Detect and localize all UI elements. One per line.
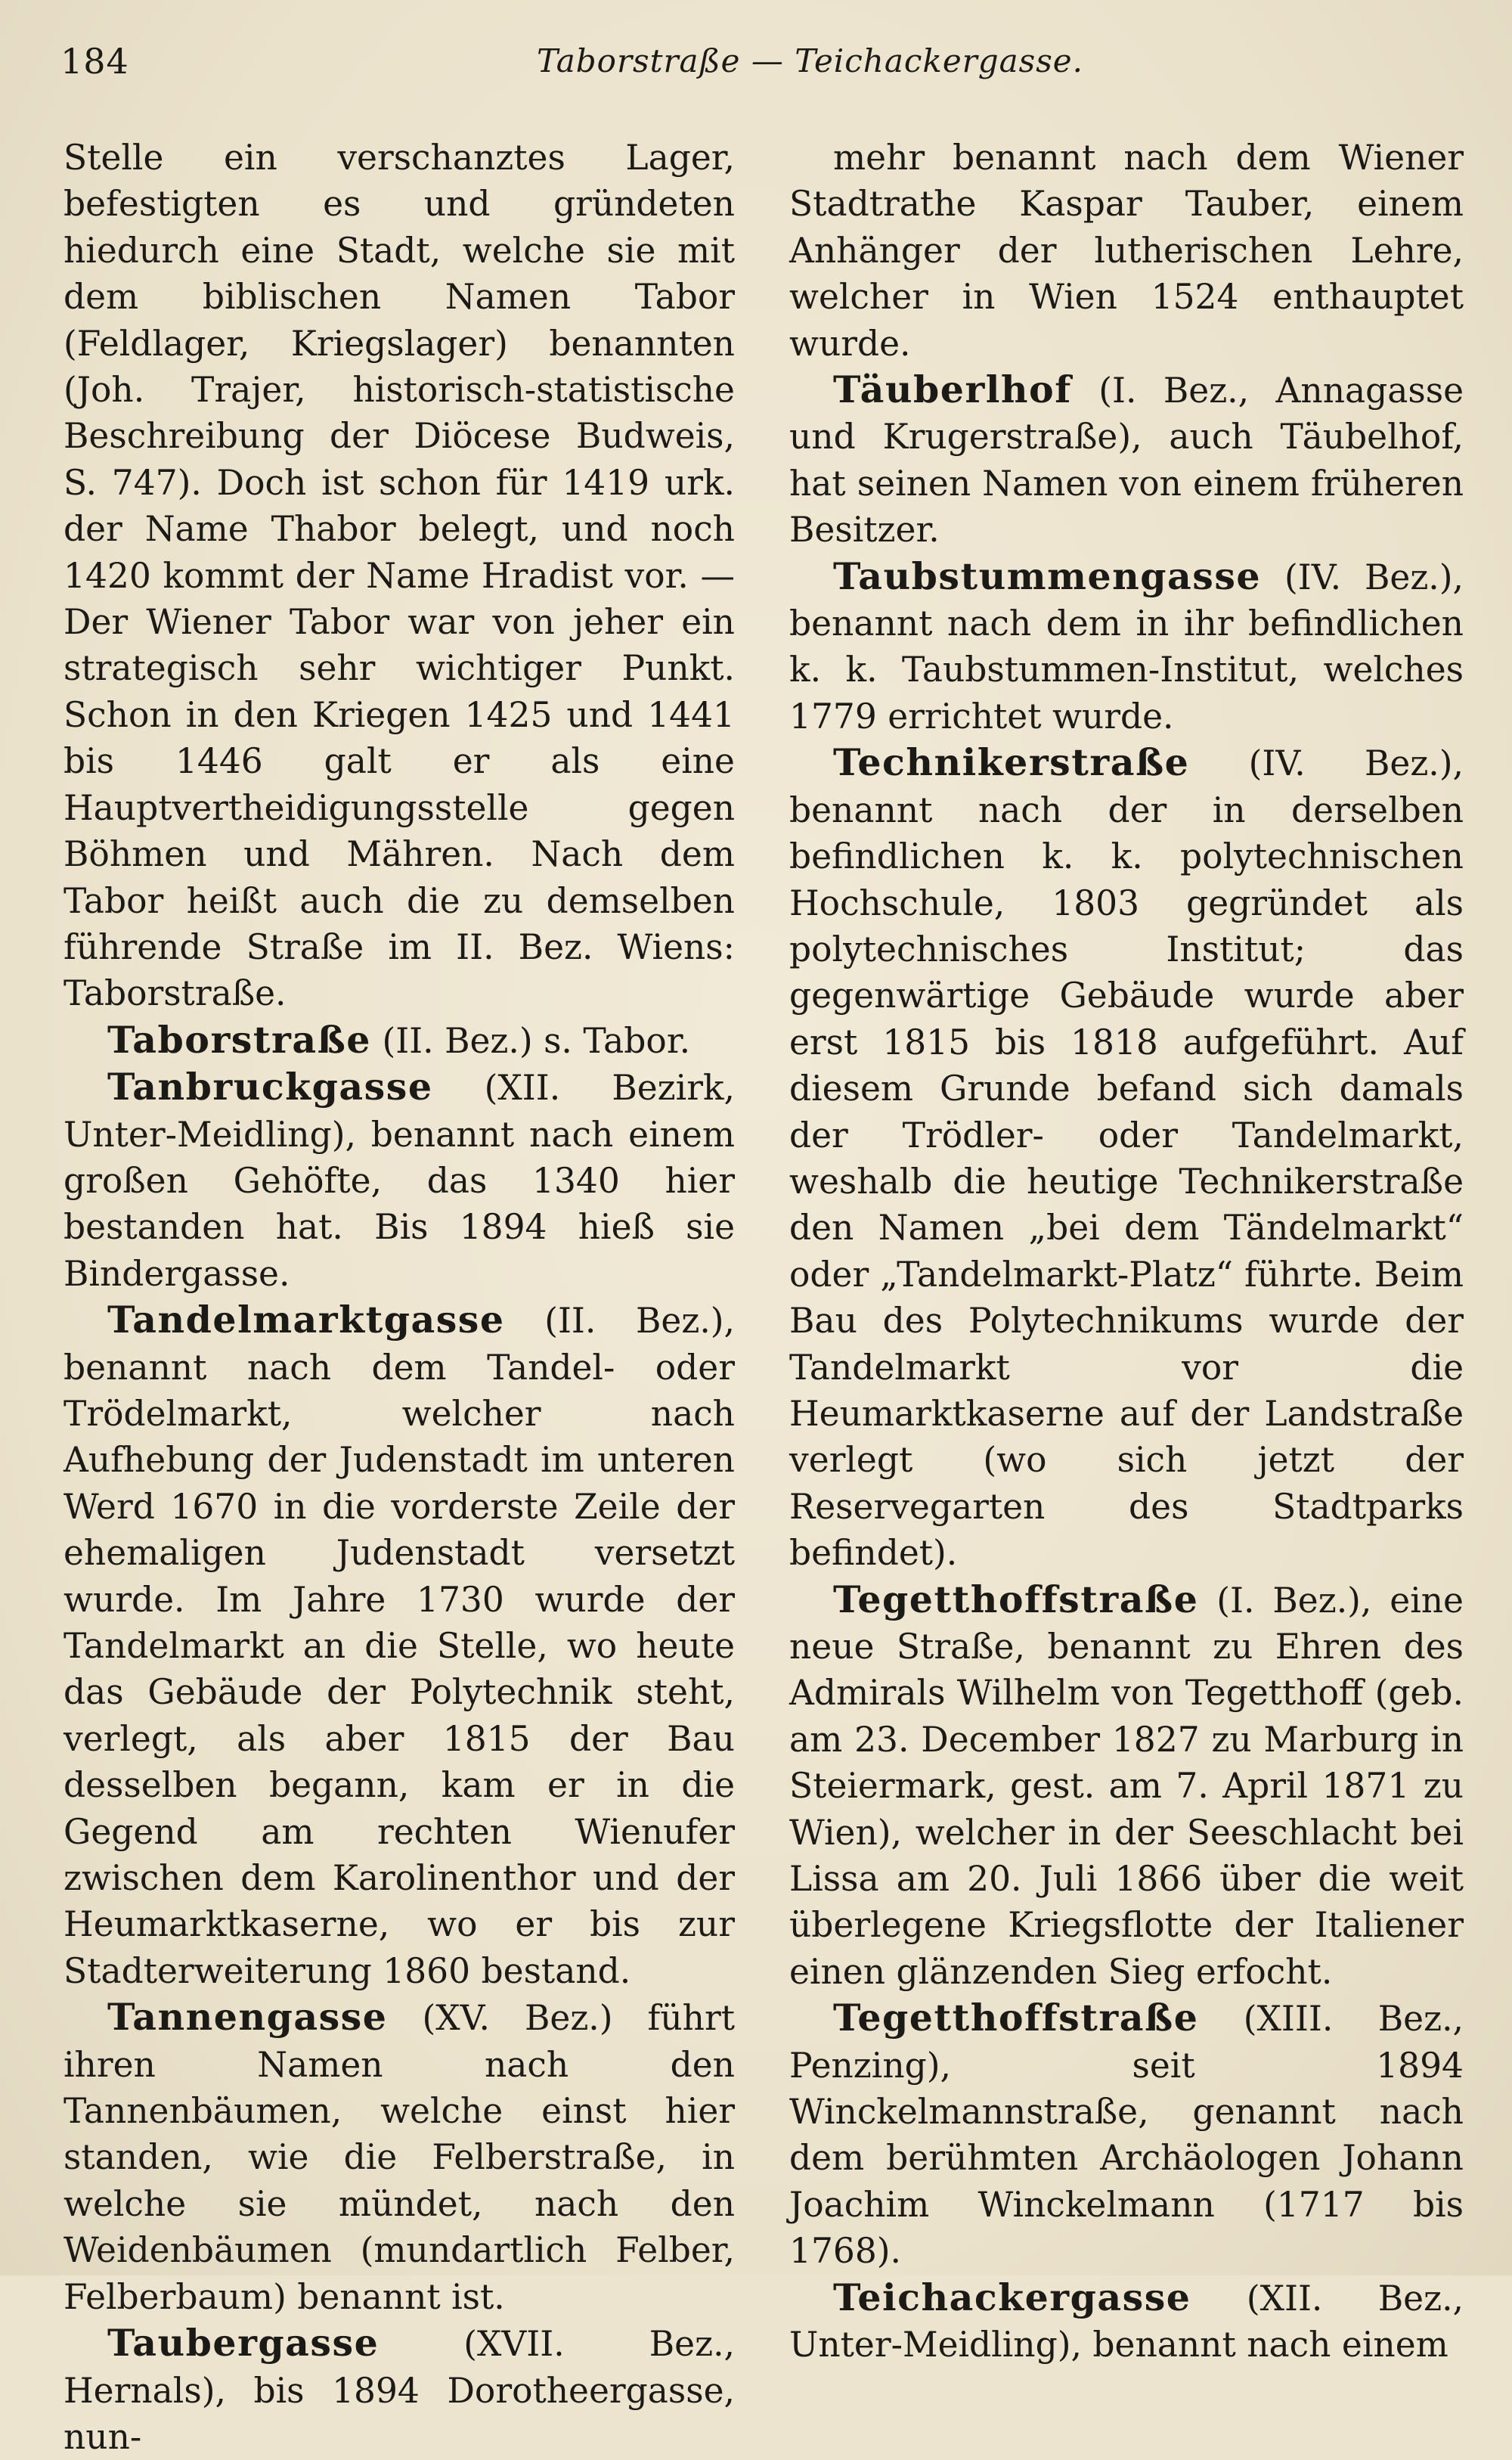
entry-text: (XII. Bezirk, Unter-Meidling), benannt nach einem großen Gehöfte, das 1340 hier bestanden hat. Bis 1894 hieß sie Bindergasse.: [64, 1068, 735, 1294]
entry-text: (IV. Bez.), benannt nach der in derselben befindlichen k. k. polytechnischen Hochschule, 1803 gegründet als polytechnisches Institut; das gegenwärtige Gebäude wurde aber erst 1815 bis 1818 aufgeführt. Auf diesem Grunde befand sich damals der Trödler- oder Tandelmarkt, weshalb die heutige Technikerstraße den Namen „bei dem Tändelmarkt“ oder „Tandelmarkt-Platz“ führte. Beim Bau des Polytechnikums wurde der Tandelmarkt vor die Heumarktkaserne auf der Landstraße verlegt (wo sich jetzt der Reservegarten des Stadtparks befindet).: [789, 743, 1464, 1574]
dictionary-entry: [64, 1297, 735, 1994]
entry-headword: Täuberlhof: [833, 368, 1072, 412]
dictionary-entry: [64, 2320, 735, 2460]
entry-headword: Tandelmarktgasse: [107, 1298, 505, 1342]
dictionary-entry: [64, 1017, 735, 1064]
entry-text: (II. Bez.) s. Tabor.: [370, 1020, 691, 1061]
entry-text: (XIII. Bez., Penzing), seit 1894 Winckelmannstraße, genannt nach dem berühmten Archäologen Johann Joachim Winckelmann (1717 bis 1768).: [789, 1999, 1464, 2272]
entry-text: (I. Bez.), eine neue Straße, benannt zu Ehren des Admirals Wilhelm von Tegetthoff (geb. am 23. December 1827 zu Marburg in Steiermark, gest. am 7. April 1871 zu Wien), welcher in der Seeschlacht bei Lissa am 20. Juli 1866 über die weit überlegene Kriegsflotte der Italiener einen glänzenden Sieg erfocht.: [789, 1580, 1464, 1992]
entry-text: (XVII. Bez., Hernals), bis 1894 Dorotheergasse, nun-: [64, 2324, 735, 2457]
continuation-paragraph: mehr benannt nach dem Wiener Stadtrathe Kaspar Tauber, einem Anhänger der lutherischen Lehre, welcher in Wien 1524 enthauptet wurde.: [789, 138, 1464, 364]
dictionary-entry: [789, 1577, 1464, 1996]
entry-text: (I. Bez., Annagasse und Krugerstraße), auch Täubelhof, hat seinen Namen von einem früheren Besitzer.: [789, 371, 1464, 551]
entry-headword: Taubstummengasse: [833, 554, 1262, 598]
entry-headword: Tegetthoffstraße: [833, 1577, 1199, 1621]
entry-text: (II. Bez.), benannt nach dem Tandel- oder Trödelmarkt, welcher nach Aufhebung der Judenstadt im unteren Werd 1670 in die vorderste Zeile der ehemaligen Judenstadt versetzt wurde. Im Jahre 1730 wurde der Tandelmarkt an die Stelle, wo heute das Gebäude der Polytechnik steht, verlegt, als aber 1815 der Bau desselben begann, kam er in die Gegend am rechten Wienufer zwischen dem Karolinenthor und der Heumarktkaserne, wo er bis zur Stadterweiterung 1860 bestand.: [64, 1301, 735, 1991]
left-column: [64, 135, 735, 2460]
entry-text: (XV. Bez.) führt ihren Namen nach den Tannenbäumen, welche einst hier standen, wie die Felberstraße, in welche sie mündet, nach den Weidenbäumen (mundartlich Felber, Felberbaum) benannt ist.: [64, 1998, 735, 2317]
right-column: [789, 135, 1464, 2368]
dictionary-entry: [789, 1995, 1464, 2274]
dictionary-entry: [789, 740, 1464, 1576]
entry-text: (XII. Bez., Unter-Meidling), benannt nach einem: [789, 2278, 1464, 2365]
dictionary-entry: [789, 2275, 1464, 2368]
entry-headword: Tegetthoffstraße: [833, 1996, 1199, 2040]
dictionary-entry: [64, 1064, 735, 1297]
entry-headword: Taubergasse: [107, 2321, 380, 2365]
page-header: [60, 36, 1482, 89]
entry-headword: Taborstraße: [107, 1017, 371, 1062]
entry-text: (IV. Bez.), benannt nach dem in ihr befindlichen k. k. Taubstummen-Institut, welches 1779 errichtet wurde.: [789, 557, 1464, 737]
dictionary-entry: [64, 1994, 735, 2320]
continuation-paragraph: Stelle ein verschanztes Lager, befestigten es und gründeten hiedurch eine Stadt, welche sie mit dem biblischen Namen Tabor (Feldlager, Kriegslager) benannten (Joh. Trajer, historisch-statistische Beschreibung der Diöcese Budweis, S. 747). Doch ist schon für 1419 urk. der Name Thabor belegt, und noch 1420 kommt der Name Hradist vor. — Der Wiener Tabor war von jeher ein strategisch sehr wichtiger Punkt. Schon in den Kriegen 1425 und 1441 bis 1446 galt er als eine Hauptvertheidigungsstelle gegen Böhmen und Mähren. Nach dem Tabor heißt auch die zu demselben führende Straße im II. Bez. Wiens: Taborstraße.: [64, 138, 735, 1014]
entry-headword: Technikerstraße: [833, 740, 1190, 785]
page-number: 184: [60, 41, 129, 82]
dictionary-entry: [789, 367, 1464, 554]
entry-headword: Tannengasse: [107, 1995, 388, 2040]
entry-headword: Tanbruckgasse: [107, 1065, 433, 1109]
entry-headword: Teichackergasse: [833, 2275, 1191, 2319]
running-title: Taborstraße — Teichackergasse.: [537, 42, 1083, 79]
dictionary-entry: [789, 554, 1464, 740]
